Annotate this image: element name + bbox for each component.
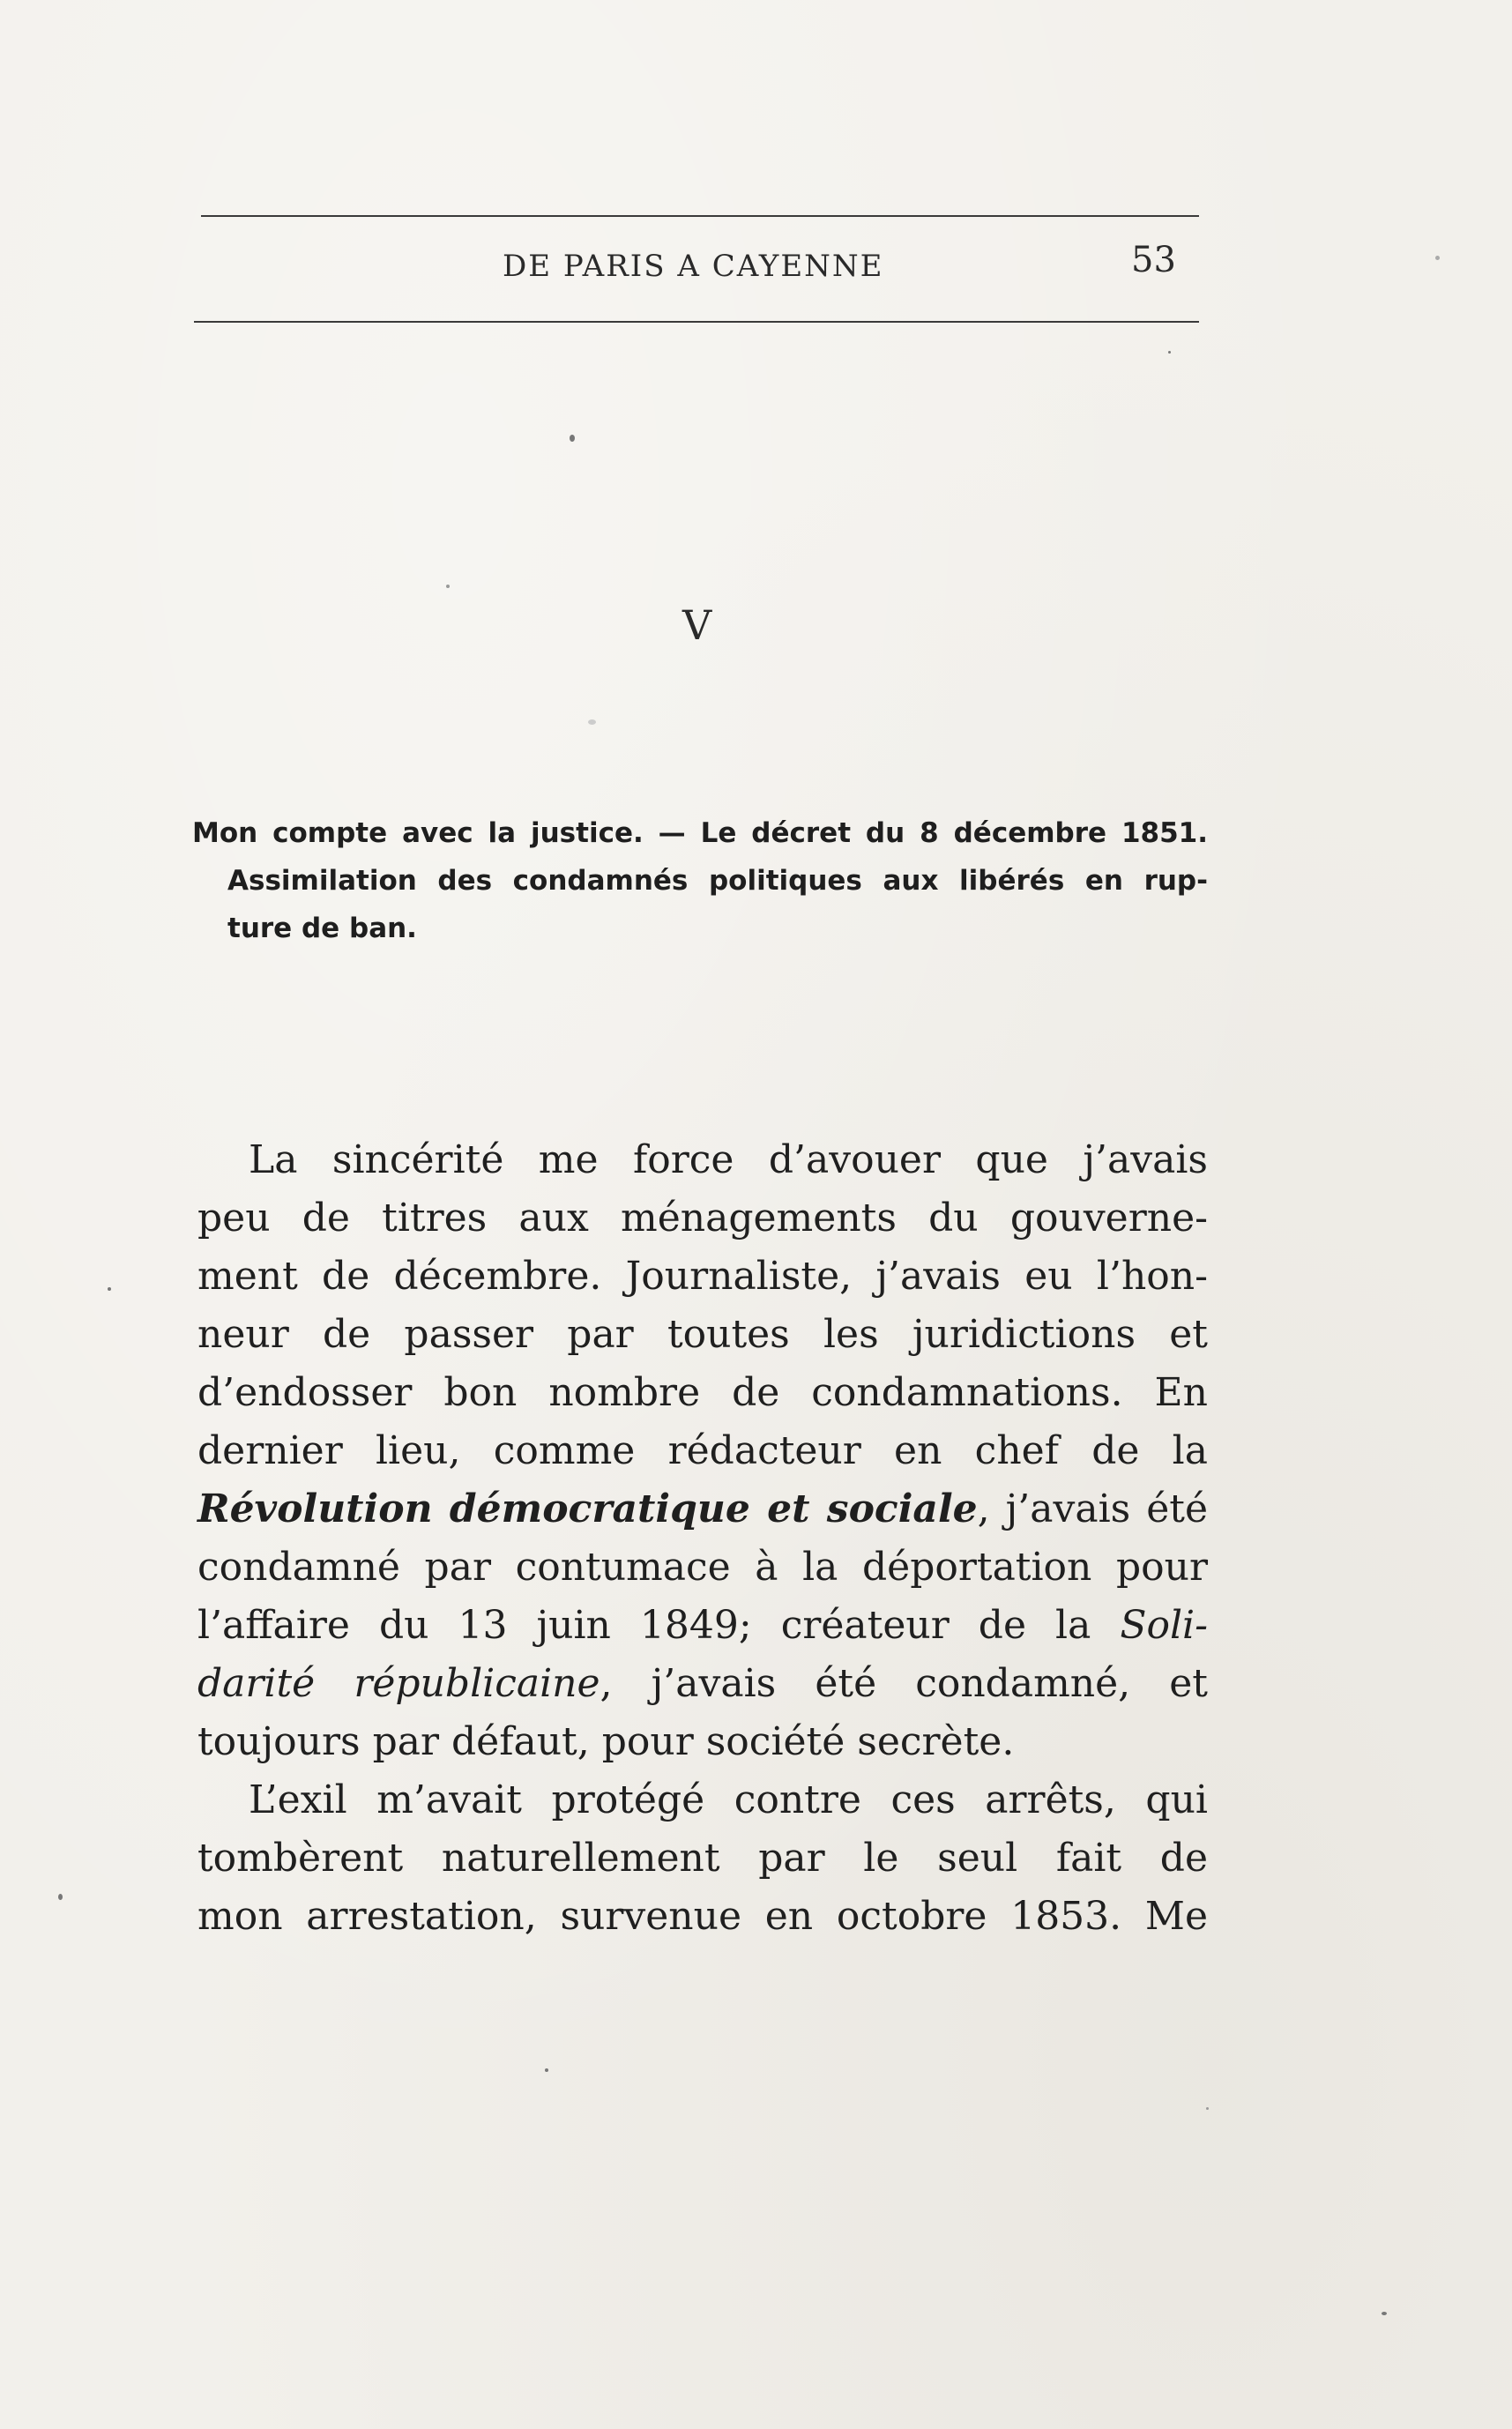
chapter-number: V bbox=[682, 601, 712, 649]
summary-line: Assimilation des condamnés politiques aux libérés en rup- bbox=[227, 865, 1208, 897]
chapter-summary bbox=[192, 809, 1208, 952]
text-line: mon arrestation, survenue en octobre 1853. Me bbox=[197, 1894, 1208, 1939]
text-line: neur de passer par toutes les juridictions et bbox=[197, 1312, 1208, 1357]
text-line: condamné par contumace à la déportation pour bbox=[197, 1545, 1208, 1590]
paper-speck bbox=[58, 1894, 63, 1900]
newspaper-title: Révolution démocratique et sociale bbox=[197, 1486, 978, 1531]
text-fragment: l’affaire du 13 juin 1849; créateur de la bbox=[197, 1603, 1121, 1648]
text-line bbox=[197, 1480, 1208, 1539]
text-line: ment de décembre. Journaliste, j’avais eu l’hon- bbox=[197, 1254, 1208, 1299]
text-line: peu de titres aux ménagements du gouverne- bbox=[197, 1196, 1208, 1241]
running-title: DE PARIS A CAYENNE bbox=[503, 249, 884, 284]
summary-line: Mon compte avec la justice. — Le décret du 8 décembre 1851. bbox=[192, 817, 1208, 849]
body-paragraphs bbox=[197, 1131, 1208, 1946]
summary-line: ture de ban. bbox=[227, 913, 417, 944]
paper-speck bbox=[1168, 351, 1171, 354]
text-fragment: , j’avais été bbox=[977, 1486, 1209, 1531]
paper-speck bbox=[446, 585, 450, 588]
paper-speck bbox=[108, 1287, 111, 1291]
text-line: dernier lieu, comme rédacteur en chef de la bbox=[197, 1428, 1208, 1473]
text-line: toujours par défaut, pour société secrète. bbox=[197, 1719, 1015, 1764]
text-line bbox=[197, 1655, 1208, 1713]
text-fragment: , j’avais été condamné, et bbox=[600, 1661, 1208, 1706]
newspaper-title: Soli- bbox=[1120, 1603, 1208, 1648]
paper-speck bbox=[588, 719, 596, 725]
text-line: d’endosser bon nombre de condamnations. En bbox=[197, 1370, 1208, 1415]
text-line: La sincérité me force d’avouer que j’avais bbox=[249, 1137, 1208, 1182]
text-line: L’exil m’avait protégé contre ces arrêts, qui bbox=[249, 1777, 1208, 1822]
newspaper-title: darité républicaine bbox=[197, 1661, 600, 1706]
text-line: tombèrent naturellement par le seul fait de bbox=[197, 1836, 1208, 1881]
paper-speck bbox=[1382, 2312, 1387, 2315]
paper-speck bbox=[1206, 2107, 1209, 2110]
paper-speck bbox=[545, 2068, 548, 2072]
text-line bbox=[197, 1597, 1208, 1655]
header-bottom-rule bbox=[194, 321, 1199, 323]
paper-speck bbox=[570, 435, 575, 442]
page-number: 53 bbox=[1131, 240, 1176, 280]
header-top-rule bbox=[201, 215, 1199, 217]
paper-speck bbox=[1435, 256, 1440, 260]
